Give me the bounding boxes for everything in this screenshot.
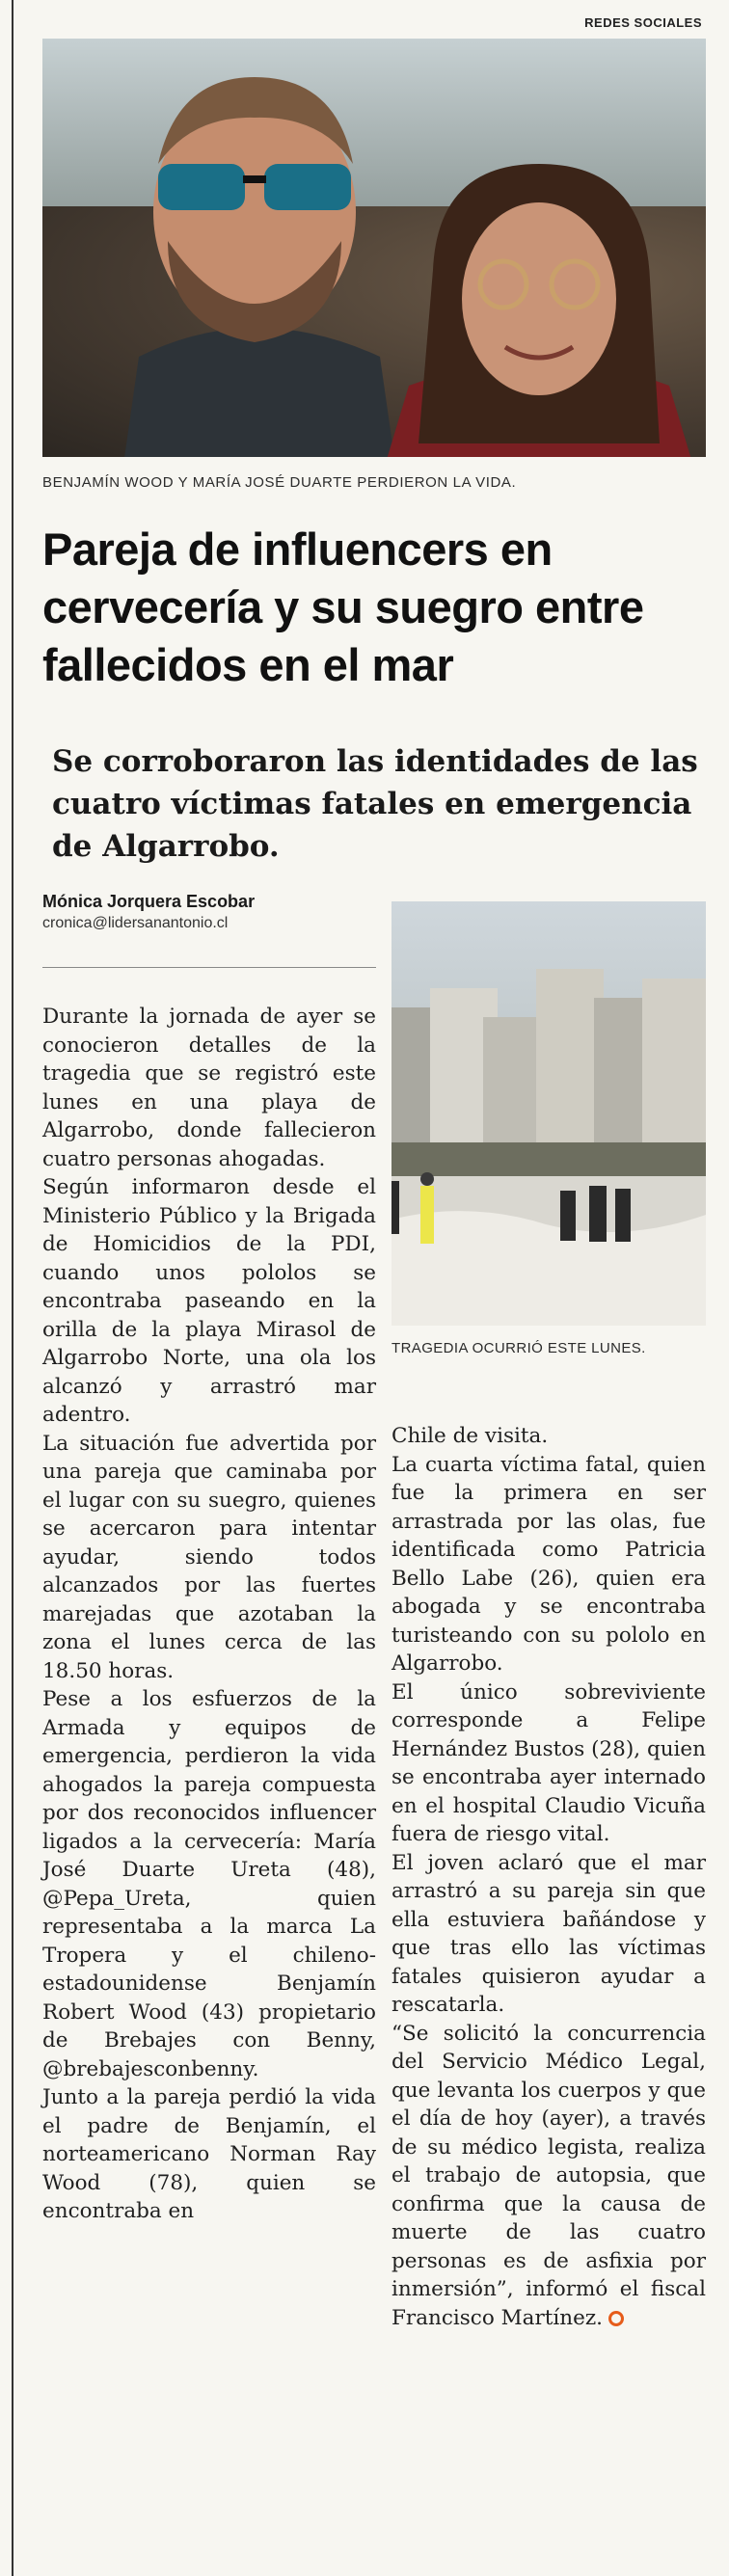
paragraph-final-text: “Se solicitó la concurrencia del Servicio Médico Legal, que levanta los cuerpos y que el día de hoy (ayer), a través de su médico legista, realiza el trabajo de autopsia, que confirma que la causa de muerte de las cuatro personas es de asfixia por inmersión”, informó el fiscal Francisco Martínez. [392, 2021, 706, 2330]
paragraph-final [392, 2020, 706, 2333]
woman-figure [380, 154, 698, 457]
paragraph: La situación fue advertida por una pareja que caminaba por el lugar con su suegro, quienes se acercaron para intentar ayudar, siendo todos alcanzados por las fuertes marejadas que azotaban la zona el lunes cerca de las 18.50 horas. [42, 1431, 376, 1683]
article-column-left [42, 1003, 376, 2226]
paragraph: Chile de visita. [392, 1424, 549, 1448]
hero-photo-caption: BENJAMÍN WOOD Y MARÍA JOSÉ DUARTE PERDIERON LA VIDA. [42, 474, 517, 491]
hero-photo [42, 39, 706, 457]
paragraph: Junto a la pareja perdió la vida el padre de Benjamín, el norteamericano Norman Ray Wood (78), quien se encontraba en [42, 2085, 376, 2223]
column-rule [12, 0, 14, 2576]
end-of-article-icon [608, 2311, 624, 2326]
paragraph: Según informaron desde el Ministerio Público y la Brigada de Homicidios de la PDI, cuando unos pololos se encontraba paseando en la orilla de la playa Mirasol de Algarrobo Norte, una ola los alcanzó y arrastró mar adentro. [42, 1175, 376, 1427]
beach-scene [392, 901, 706, 1326]
byline-email: cronica@lidersanantonio.cl [42, 915, 229, 931]
section-tag: REDES SOCIALES [584, 15, 702, 30]
paragraph: La cuarta víctima fatal, quien fue la primera en ser arrastrada por las olas, fue identificada como Patricia Bello Labe (26), quien era abogada y se encontraba turisteando con su pololo en Algarrobo. [392, 1452, 706, 1676]
paragraph: El único sobreviviente corresponde a Felipe Hernández Bustos (28), quien se encontraba ayer internado en el hospital Claudio Vicuña fuera de riesgo vital. [392, 1679, 706, 1846]
paragraph: Pese a los esfuerzos de la Armada y equipos de emergencia, perdieron la vida ahogados la pareja compuesta por dos reconocidos influencer ligados a la cervecería: María José Duarte Ureta (48), @Pepa_Ureta, quien representaba a la marca La Tropera y el chileno-estadounidense Benjamín Robert Wood (43) propietario de Brebajes con Benny, @brebajesconbenny. [42, 1687, 376, 2081]
inset-photo [392, 901, 706, 1326]
byline-author: Mónica Jorquera Escobar [42, 892, 256, 911]
paragraph: Durante la jornada de ayer se conocieron detalles de la tragedia que se registró este lunes en una playa de Algarrobo, donde fallecieron cuatro personas ahogadas. [42, 1005, 376, 1171]
article-column-right [392, 1422, 706, 2332]
man-figure [100, 48, 409, 457]
subheadline: Se corroboraron las identidades de las cuatro víctimas fatales en emergencia de Algarrobo. [52, 744, 698, 864]
inset-photo-caption: TRAGEDIA OCURRIÓ ESTE LUNES. [392, 1340, 646, 1356]
byline-divider [42, 967, 376, 968]
paragraph: El joven aclaró que el mar arrastró a su pareja sin que ella estuviera bañándose y que tras ello las víctimas fatales quisieron ayudar a rescatarla. [392, 1850, 706, 2017]
byline [42, 892, 255, 932]
headline: Pareja de influencers en cervecería y su suegro entre fallecidos en el mar [42, 523, 644, 690]
